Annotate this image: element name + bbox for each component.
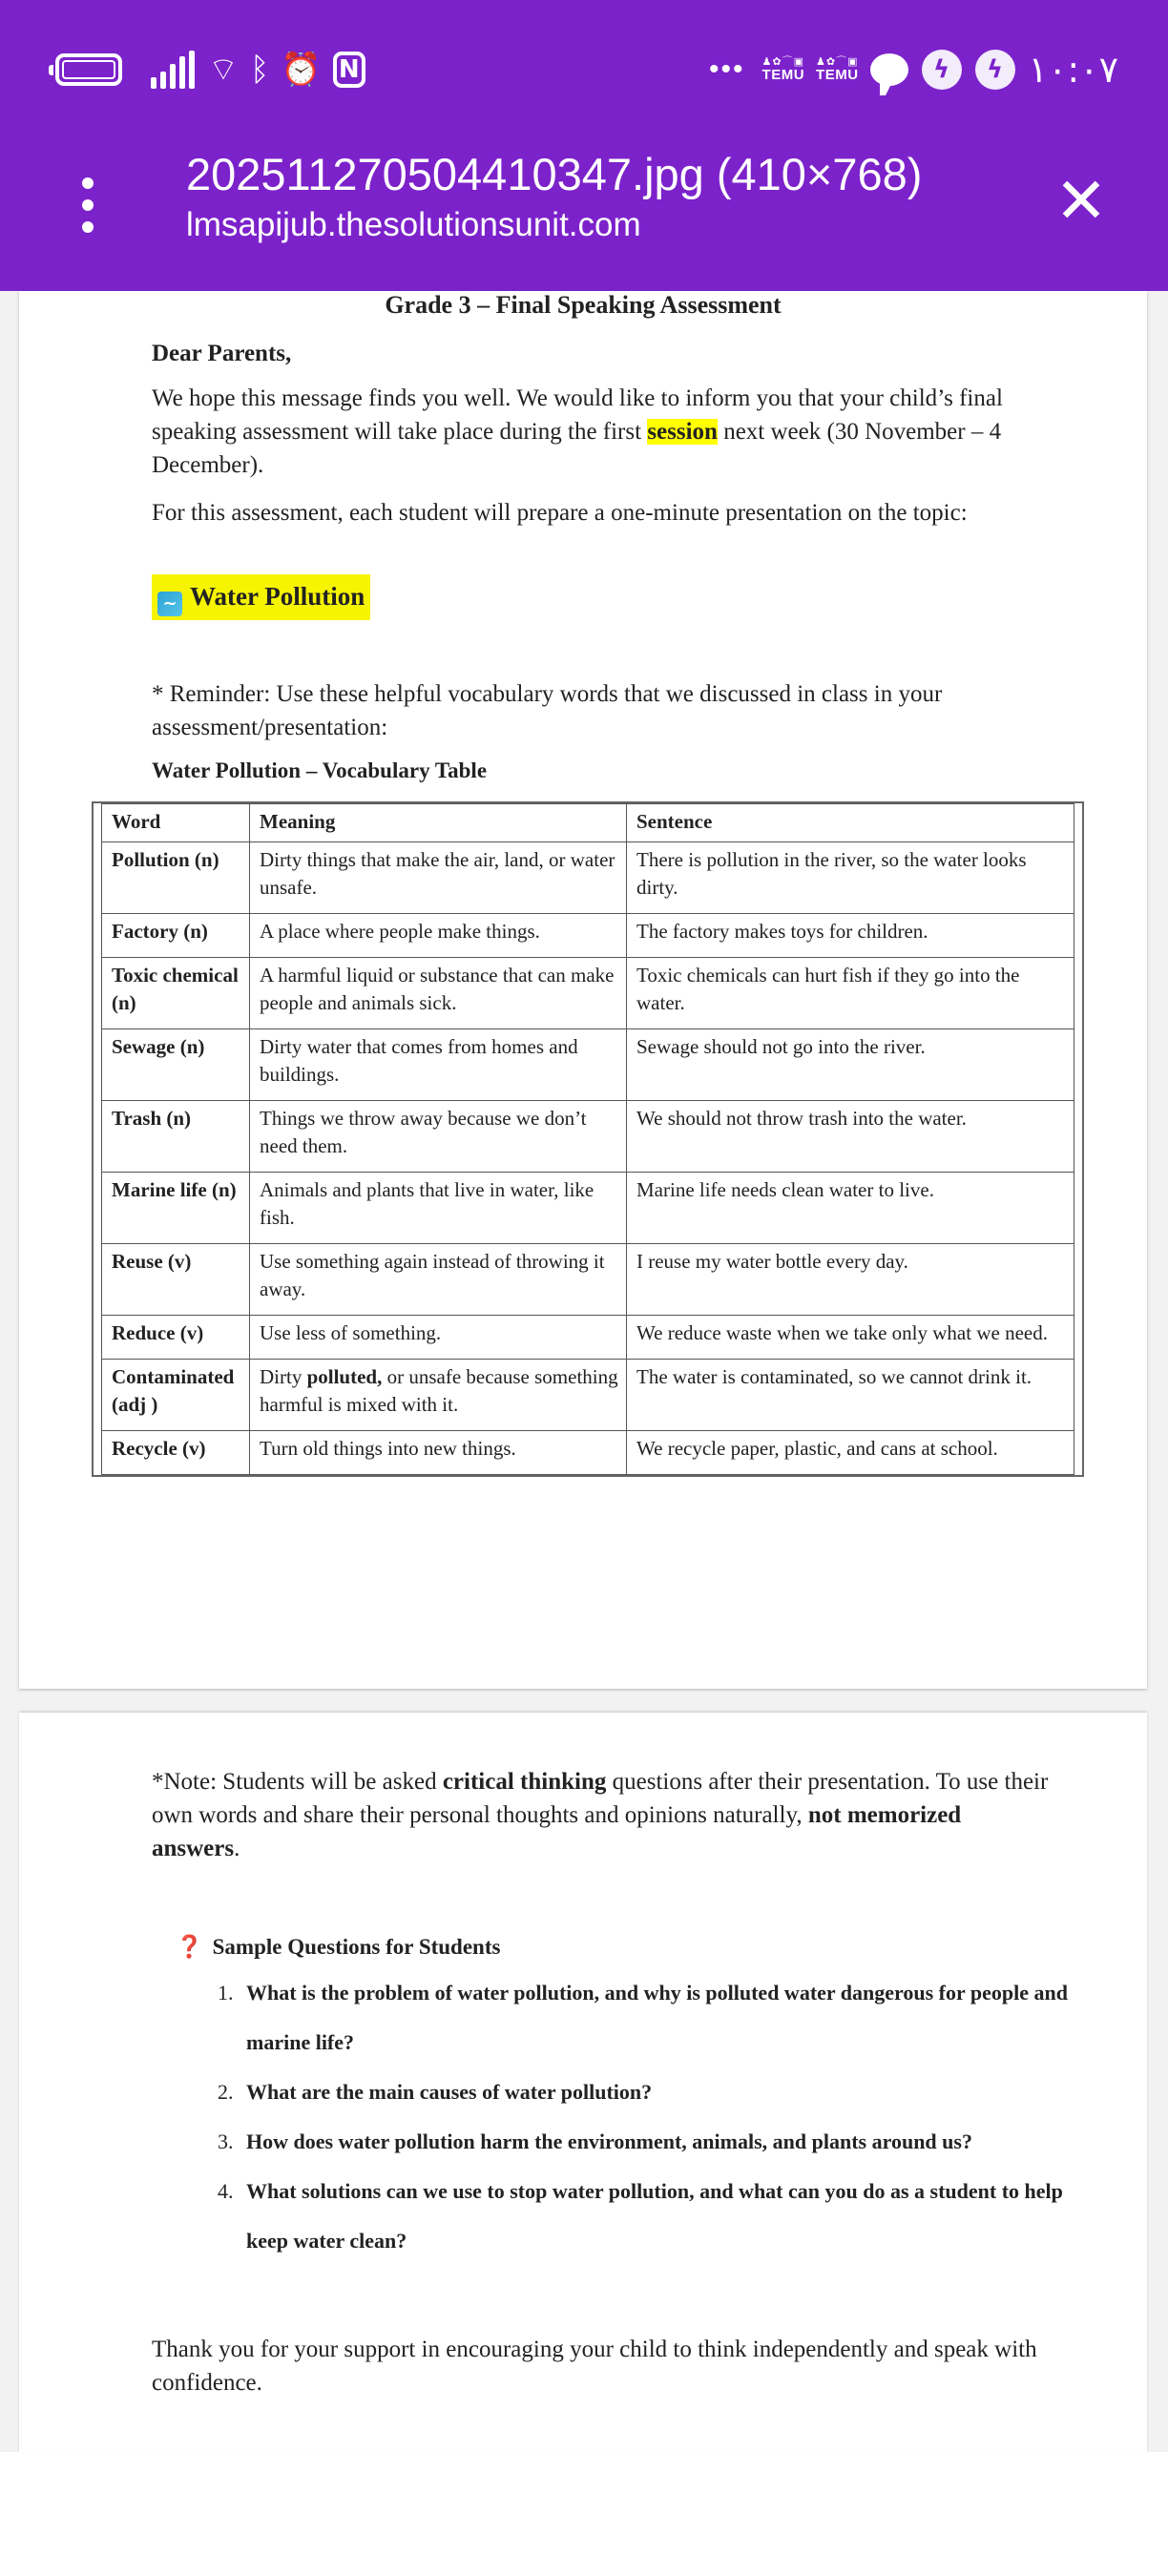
sentence-cell: We should not throw trash into the water. bbox=[627, 1101, 1074, 1173]
word-cell: Sewage (n) bbox=[102, 1029, 250, 1101]
question-mark-icon: ❓ bbox=[176, 1935, 203, 1960]
intro-paragraph: We hope this message finds you well. We would like to inform you that your child’s final speaking assessment will take place during the first session next week (30 November – 4 December). bbox=[152, 385, 1003, 478]
questions-list bbox=[191, 1968, 1097, 2266]
table-header-row bbox=[102, 804, 1074, 842]
wave-icon: ~ bbox=[157, 592, 182, 616]
word-cell: Reuse (v) bbox=[102, 1244, 250, 1316]
temu-icon: ♟✿⌒▣ TEMU bbox=[816, 56, 859, 83]
sentence-cell: We reduce waste when we take only what we need. bbox=[627, 1316, 1074, 1360]
more-options-button[interactable] bbox=[69, 174, 107, 237]
question-item: 4. What solutions can we use to stop water pollution, and what can you do as a student to help keep water clean? bbox=[239, 2167, 1097, 2266]
meaning-cell: Dirty things that make the air, land, or water unsafe. bbox=[250, 842, 627, 914]
document-title: Grade 3 – Final Speaking Assessment bbox=[385, 291, 782, 319]
sentence-cell: The water is contaminated, so we cannot drink it. bbox=[627, 1360, 1074, 1431]
table-row bbox=[102, 1173, 1074, 1244]
word-cell: Recycle (v) bbox=[102, 1431, 250, 1475]
sentence-cell: I reuse my water bottle every day. bbox=[627, 1244, 1074, 1316]
word-cell: Factory (n) bbox=[102, 914, 250, 958]
table-row bbox=[102, 958, 1074, 1029]
close-button[interactable]: ✕ bbox=[1054, 164, 1108, 238]
question-item: 1. What is the problem of water pollution, and why is polluted water dangerous for people and marine life? bbox=[239, 1968, 1097, 2067]
meaning-cell: Things we throw away because we don’t need them. bbox=[250, 1101, 627, 1173]
document-page-1 bbox=[19, 291, 1147, 1689]
messenger-icon: ϟ bbox=[975, 50, 1015, 90]
file-title: 20251127050441034​7.jpg (410×768) bbox=[186, 149, 923, 199]
image-viewer[interactable] bbox=[0, 291, 1168, 2452]
meaning-cell: Dirty water that comes from homes and buildings. bbox=[250, 1029, 627, 1101]
table-caption: Water Pollution – Vocabulary Table bbox=[152, 758, 488, 782]
table-row bbox=[102, 1316, 1074, 1360]
document-page-2 bbox=[19, 1713, 1147, 2452]
topic-label: Water Pollution bbox=[190, 582, 365, 611]
table-row bbox=[102, 842, 1074, 914]
meaning-cell: Use something again instead of throwing it away. bbox=[250, 1244, 627, 1316]
meaning-cell: Animals and plants that live in water, like fish. bbox=[250, 1173, 627, 1244]
note-paragraph: *Note: Students will be asked critical thinking questions after their presentation. To use their own words and share their personal thoughts and opinions naturally, not memorized answers. bbox=[152, 1769, 1049, 1861]
temu-icon: ♟✿⌒▣ TEMU bbox=[761, 56, 805, 83]
word-cell: Contaminated (adj ) bbox=[102, 1360, 250, 1431]
nfc-icon: N bbox=[333, 52, 365, 88]
alarm-icon: ⏰ bbox=[281, 51, 322, 89]
battery-icon bbox=[55, 53, 122, 86]
sentence-cell: The factory makes toys for children. bbox=[627, 914, 1074, 958]
word-cell: Toxic chemical (n) bbox=[102, 958, 250, 1029]
meaning-cell: Turn old things into new things. bbox=[250, 1431, 627, 1475]
header-sentence: Sentence bbox=[627, 804, 1074, 842]
topic-highlight bbox=[152, 574, 370, 620]
clock: ١٠:٠٧ bbox=[1028, 49, 1118, 91]
chat-bubble-icon bbox=[870, 53, 908, 86]
meaning-cell: A harmful liquid or substance that can make people and animals sick. bbox=[250, 958, 627, 1029]
closing-paragraph: Thank you for your support in encouraging your child to think independently and speak with confidence. bbox=[152, 2337, 1037, 2396]
table-row bbox=[102, 1029, 1074, 1101]
assessment-paragraph: For this assessment, each student will prepare a one-minute presentation on the topic: bbox=[152, 500, 968, 526]
highlighted-word: session bbox=[647, 419, 718, 445]
sentence-cell: Toxic chemicals can hurt fish if they go into the water. bbox=[627, 958, 1074, 1029]
meaning-cell: A place where people make things. bbox=[250, 914, 627, 958]
word-cell: Marine life (n) bbox=[102, 1173, 250, 1244]
messenger-icon: ϟ bbox=[922, 50, 962, 90]
table-row bbox=[102, 1360, 1074, 1431]
more-dots-icon: ••• bbox=[709, 53, 745, 85]
header-meaning: Meaning bbox=[250, 804, 627, 842]
status-bar bbox=[0, 46, 1168, 93]
table-row bbox=[102, 914, 1074, 958]
app-bar bbox=[0, 0, 1168, 291]
sentence-cell: We recycle paper, plastic, and cans at school. bbox=[627, 1431, 1074, 1475]
question-item: 3. How does water pollution harm the environment, animals, and plants around us? bbox=[239, 2117, 1097, 2167]
sentence-cell: Sewage should not go into the river. bbox=[627, 1029, 1074, 1101]
word-cell: Reduce (v) bbox=[102, 1316, 250, 1360]
sentence-cell: There is pollution in the river, so the water looks dirty. bbox=[627, 842, 1074, 914]
sentence-cell: Marine life needs clean water to live. bbox=[627, 1173, 1074, 1244]
reminder-paragraph: * Reminder: Use these helpful vocabulary words that we discussed in class in your assessment/presentation: bbox=[152, 681, 943, 740]
header-word: Word bbox=[102, 804, 250, 842]
meaning-cell: Use less of something. bbox=[250, 1316, 627, 1360]
questions-heading: ❓ Sample Questions for Students bbox=[176, 1935, 501, 1960]
wifi-icon: ⌔ bbox=[208, 51, 239, 89]
table-row bbox=[102, 1244, 1074, 1316]
word-cell: Trash (n) bbox=[102, 1101, 250, 1173]
source-domain: lmsapijub.thesolutionsunit.com bbox=[186, 206, 641, 243]
table-row bbox=[102, 1101, 1074, 1173]
meaning-cell: Dirty polluted, or unsafe because something harmful is mixed with it. bbox=[250, 1360, 627, 1431]
word-cell: Pollution (n) bbox=[102, 842, 250, 914]
bluetooth-icon: ᛒ bbox=[249, 51, 270, 89]
table-row bbox=[102, 1431, 1074, 1475]
greeting: Dear Parents, bbox=[152, 341, 292, 366]
vocabulary-table bbox=[92, 801, 1084, 1477]
question-item: 2. What are the main causes of water pollution? bbox=[239, 2067, 1097, 2117]
signal-icon bbox=[151, 51, 195, 89]
